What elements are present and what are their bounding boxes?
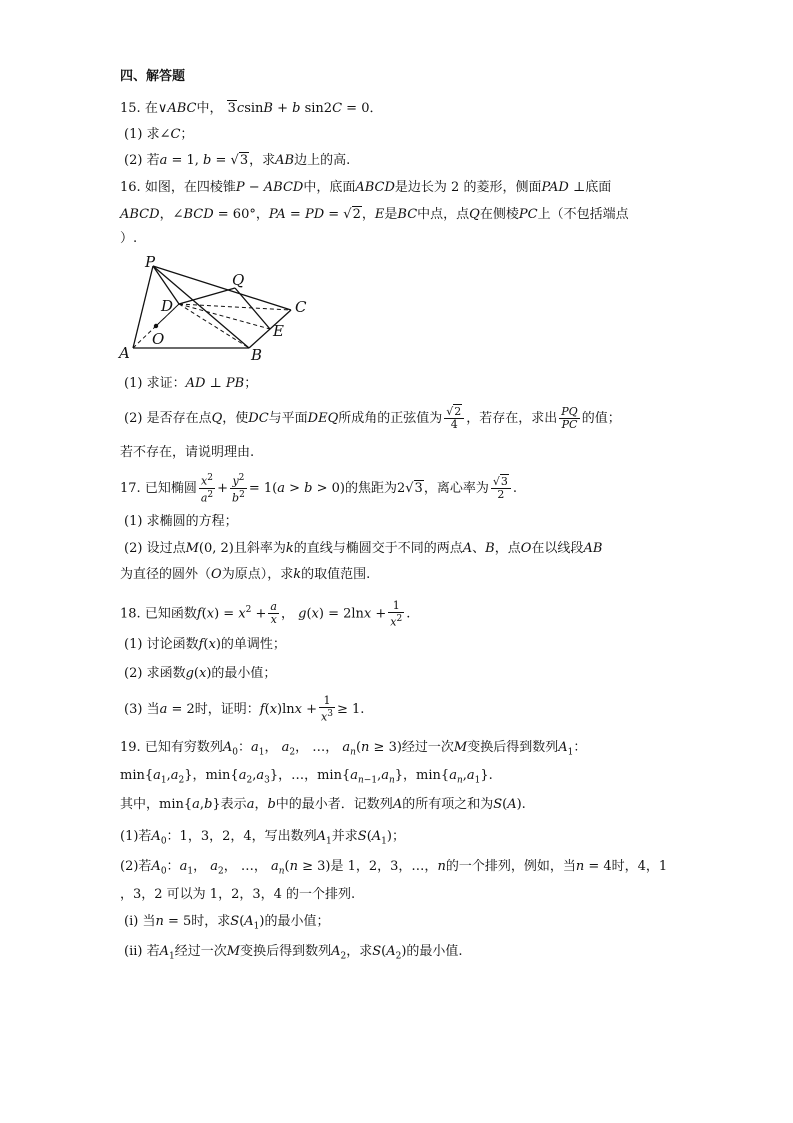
q15-part1: (1) 求∠C；	[124, 127, 194, 142]
label-B: B	[251, 346, 263, 364]
q16-part2: (2) 是否存在点Q，使DC与平面DEQ所成角的正弦值为 $\frac{√2}{4}$ ，若存在，求出 $\frac{PQ}{PC}$ 的值；	[124, 405, 621, 431]
pyramid-figure	[115, 250, 315, 368]
q19-part2-line2: ，3，2 可以为 1，2，3，4 的一个排列.	[120, 887, 356, 902]
label-Q: Q	[232, 271, 245, 289]
q17-part1: (1) 求椭圆的方程；	[124, 514, 238, 529]
section-title: 四、解答题	[120, 69, 186, 84]
q15-stem: 15. 在∨ABC中， 3csinB + b sin2C = 0．	[120, 101, 383, 116]
q19-part2: (2)若$A_0$：$a_1$， $a_2$， …， $a_n(n \ge 3)$是 1，2，3，…，n的一个排列，例如，当n = 4时，4，1	[120, 859, 668, 877]
q16-part2-line2: 若不存在，请说明理由.	[120, 445, 255, 460]
edge-PA	[133, 266, 153, 348]
q18-part2: (2) 求函数g(x)的最小值；	[124, 666, 277, 681]
q19-stem-line1: 19. 已知有穷数列$A_0$：$a_1$， $a_2$， …， $a_n(n \ge 3)$经过一次M变换后得到数列$A_1$：	[120, 740, 587, 758]
q16-stem-line2: ABCD，∠BCD = 60°，PA = PD = √2，E是BC中点，点Q在侧棱PC上（不包括端点	[120, 207, 629, 222]
q16-part1: (1) 求证：AD ⊥ PB；	[124, 376, 258, 391]
q16-stem-line3: ）.	[120, 231, 138, 246]
q19-stem-line2: $\min\{a_1,a_2\}$，$\min\{a_2,a_3\}$，…，$\min\{a_{n-1},a_n\}$，$\min\{a_n,a_1\}$.	[120, 768, 493, 786]
q19-sub-ii: (ii) 若$A_1$经过一次M变换后得到数列$A_2$，求$S(A_2)$的最小值.	[124, 944, 463, 962]
q18-part1: (1) 讨论函数f(x)的单调性；	[124, 637, 286, 652]
label-C: C	[295, 298, 307, 316]
label-P: P	[145, 253, 156, 271]
label-A: A	[119, 344, 130, 362]
q15-part2: (2) 若a = 1, b = √3，求AB边上的高.	[124, 153, 351, 168]
q17-part2-line2: 为直径的圆外（O为原点），求k的取值范围.	[120, 567, 371, 582]
label-E: E	[273, 322, 284, 340]
q19-part1: (1)若$A_0$：1，3，2，4，写出数列$A_1$并求$S(A_1)$；	[120, 829, 405, 847]
q19-stem-line3: 其中，min{a,b}表示a，b中的最小者．记数列A的所有项之和为S(A).	[120, 797, 526, 812]
q18-stem: 18. 已知函数$f(x) = x^2$ + $\frac{a}{x}$ ， g(x) = 2lnx + $\frac{1}{x^2}$ .	[120, 598, 411, 629]
q16-stem-line1: 16. 如图，在四棱锥P − ABCD中，底面ABCD是边长为 2 的菱形，侧面PAD ⊥底面	[120, 180, 612, 195]
edge-DB	[179, 304, 249, 348]
label-O: O	[152, 330, 165, 348]
q17-part2: (2) 设过点M(0, 2)且斜率为k的直线与椭圆交于不同的两点A、B，点O在以线段AB	[124, 541, 603, 556]
q18-part3: (3) 当a = 2时，证明：f(x)lnx + $\frac{1}{x^3}$ ≥ 1.	[124, 694, 365, 724]
point-O	[154, 324, 158, 328]
edge-PC	[153, 266, 291, 310]
q19-sub-i: (i) 当n = 5时，求$S(A_1)$的最小值；	[124, 914, 330, 932]
q17-stem: 17. 已知椭圆 $\frac{x^2}{a^2}$ + $\frac{y^2}{b^2}$ = 1(a > b > 0)的焦距为2√3，离心率为 $\frac{√3}{2}$ .	[120, 473, 517, 505]
label-D: D	[161, 297, 174, 315]
